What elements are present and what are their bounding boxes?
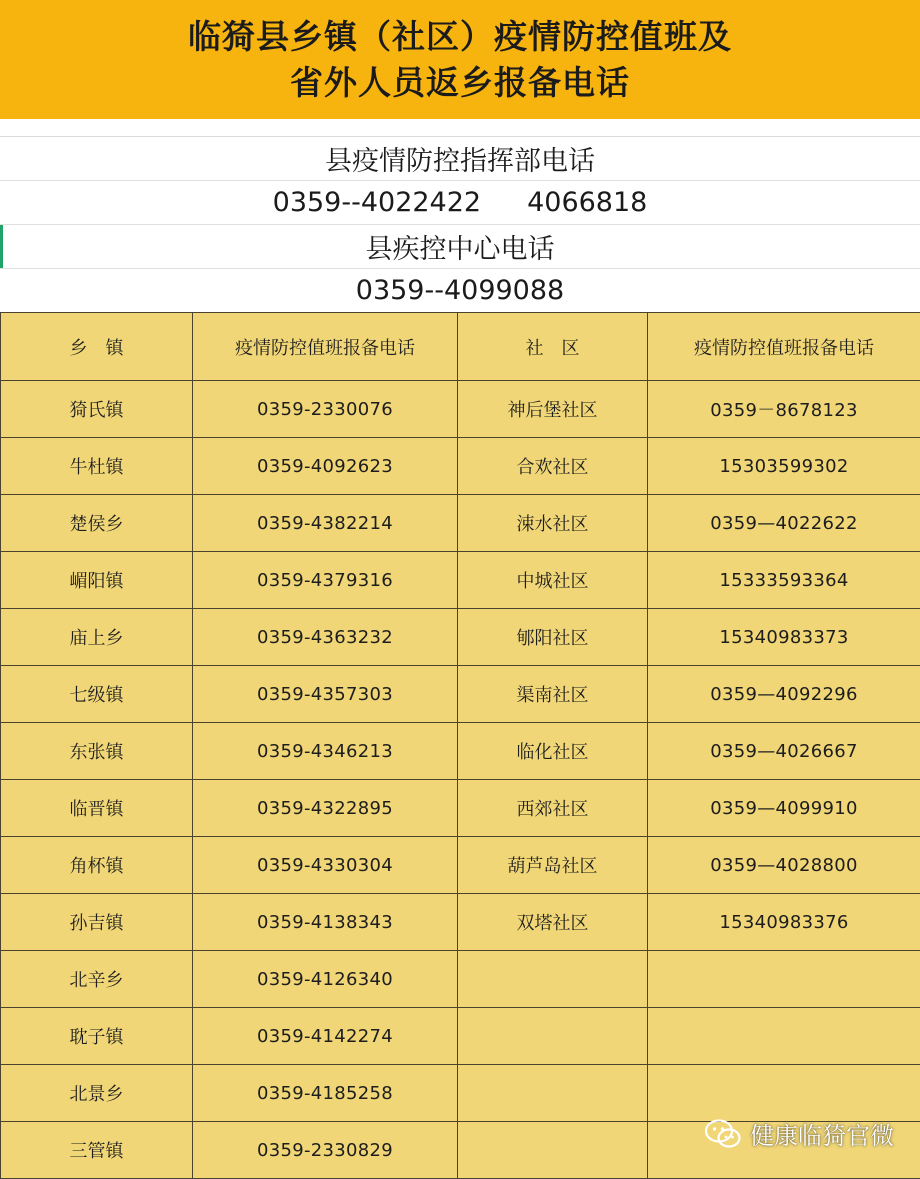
- cell-community-phone: [648, 1008, 920, 1065]
- cell-town-phone: 0359-4357303: [193, 666, 458, 723]
- watermark-text: 健康临猗官微: [750, 1116, 894, 1151]
- cell-community: 双塔社区: [458, 894, 648, 951]
- hq-label: 县疫情防控指挥部电话: [325, 139, 595, 178]
- cell-town-phone: 0359-4363232: [193, 609, 458, 666]
- cell-town-phone: 0359-4138343: [193, 894, 458, 951]
- cell-community-phone: 0359－8678123: [648, 381, 920, 438]
- title-line-2: 省外人员返乡报备电话: [290, 66, 630, 99]
- title-line-1: 临猗县乡镇（社区）疫情防控值班及: [188, 20, 732, 53]
- cell-town-phone: 0359-2330829: [193, 1122, 458, 1179]
- cell-community-phone: 15333593364: [648, 552, 920, 609]
- table-row: [1, 951, 920, 1008]
- cell-community: [458, 1008, 648, 1065]
- cell-town: 北辛乡: [1, 951, 193, 1008]
- cell-town-phone: 0359-4126340: [193, 951, 458, 1008]
- table-row: [1, 666, 920, 723]
- cell-community: 临化社区: [458, 723, 648, 780]
- cell-community-phone: [648, 951, 920, 1008]
- cell-town: 北景乡: [1, 1065, 193, 1122]
- cell-town-phone: 0359-4185258: [193, 1065, 458, 1122]
- hq-phone-2: 4066818: [527, 187, 647, 218]
- cell-town: 三管镇: [1, 1122, 193, 1179]
- wechat-icon: [704, 1119, 742, 1149]
- cell-town: 七级镇: [1, 666, 193, 723]
- table-row: [1, 1065, 920, 1122]
- cdc-phone-row: [0, 269, 920, 313]
- cell-community: [458, 951, 648, 1008]
- cell-community: 渠南社区: [458, 666, 648, 723]
- header-town: 乡 镇: [1, 313, 193, 381]
- cell-community-phone: 0359—4092296: [648, 666, 920, 723]
- grid-strip: [0, 119, 920, 137]
- header-community-phone: 疫情防控值班报备电话: [648, 313, 920, 381]
- watermark: [704, 1116, 894, 1151]
- cell-town-phone: 0359-4379316: [193, 552, 458, 609]
- header-community: 社 区: [458, 313, 648, 381]
- cell-town-phone: 0359-4346213: [193, 723, 458, 780]
- cell-community: 郇阳社区: [458, 609, 648, 666]
- cell-community: 葫芦岛社区: [458, 837, 648, 894]
- cdc-label-row: [0, 225, 920, 269]
- cell-community: 中城社区: [458, 552, 648, 609]
- cell-community: 神后堡社区: [458, 381, 648, 438]
- table-row: [1, 1008, 920, 1065]
- cell-town: 嵋阳镇: [1, 552, 193, 609]
- table-row: [1, 552, 920, 609]
- cell-town-phone: 0359-4322895: [193, 780, 458, 837]
- cdc-label: 县疾控中心电话: [366, 227, 555, 266]
- cell-town: 角杯镇: [1, 837, 193, 894]
- cdc-phone: 0359--4099088: [356, 275, 564, 306]
- table-header-row: [1, 313, 920, 381]
- cell-town: 临晋镇: [1, 780, 193, 837]
- cell-town-phone: 0359-4142274: [193, 1008, 458, 1065]
- cell-community: 合欢社区: [458, 438, 648, 495]
- table-row: [1, 609, 920, 666]
- cell-community-phone: 15340983373: [648, 609, 920, 666]
- table-row: [1, 438, 920, 495]
- cell-community-phone: 15340983376: [648, 894, 920, 951]
- selection-marker: [0, 225, 3, 268]
- cell-community: 西郊社区: [458, 780, 648, 837]
- cell-town: 耽子镇: [1, 1008, 193, 1065]
- cell-town: 东张镇: [1, 723, 193, 780]
- cell-community: 涑水社区: [458, 495, 648, 552]
- cell-community-phone: 0359—4028800: [648, 837, 920, 894]
- table-row: [1, 723, 920, 780]
- table-row: [1, 495, 920, 552]
- table-row: [1, 837, 920, 894]
- cell-community: [458, 1122, 648, 1179]
- cell-town: 孙吉镇: [1, 894, 193, 951]
- cell-town: 猗氏镇: [1, 381, 193, 438]
- cell-community-phone: 15303599302: [648, 438, 920, 495]
- cell-town: 牛杜镇: [1, 438, 193, 495]
- cell-community-phone: 0359—4026667: [648, 723, 920, 780]
- hq-label-row: [0, 137, 920, 181]
- table-row: [1, 381, 920, 438]
- cell-community-phone: 0359—4022622: [648, 495, 920, 552]
- hq-phone-row: [0, 181, 920, 225]
- header-town-phone: 疫情防控值班报备电话: [193, 313, 458, 381]
- cell-town-phone: 0359-2330076: [193, 381, 458, 438]
- cell-community-phone: 0359—4099910: [648, 780, 920, 837]
- hq-phone-1: 0359--4022422: [273, 187, 481, 218]
- hotline-info: [0, 119, 920, 313]
- cell-community: [458, 1065, 648, 1122]
- cell-town-phone: 0359-4092623: [193, 438, 458, 495]
- table-row: [1, 780, 920, 837]
- cell-town: 楚侯乡: [1, 495, 193, 552]
- cell-town-phone: 0359-4330304: [193, 837, 458, 894]
- title-banner: [0, 0, 920, 119]
- cell-community-phone: [648, 1065, 920, 1122]
- cell-town-phone: 0359-4382214: [193, 495, 458, 552]
- table-row: [1, 894, 920, 951]
- cell-town: 庙上乡: [1, 609, 193, 666]
- phone-table: [0, 312, 920, 1179]
